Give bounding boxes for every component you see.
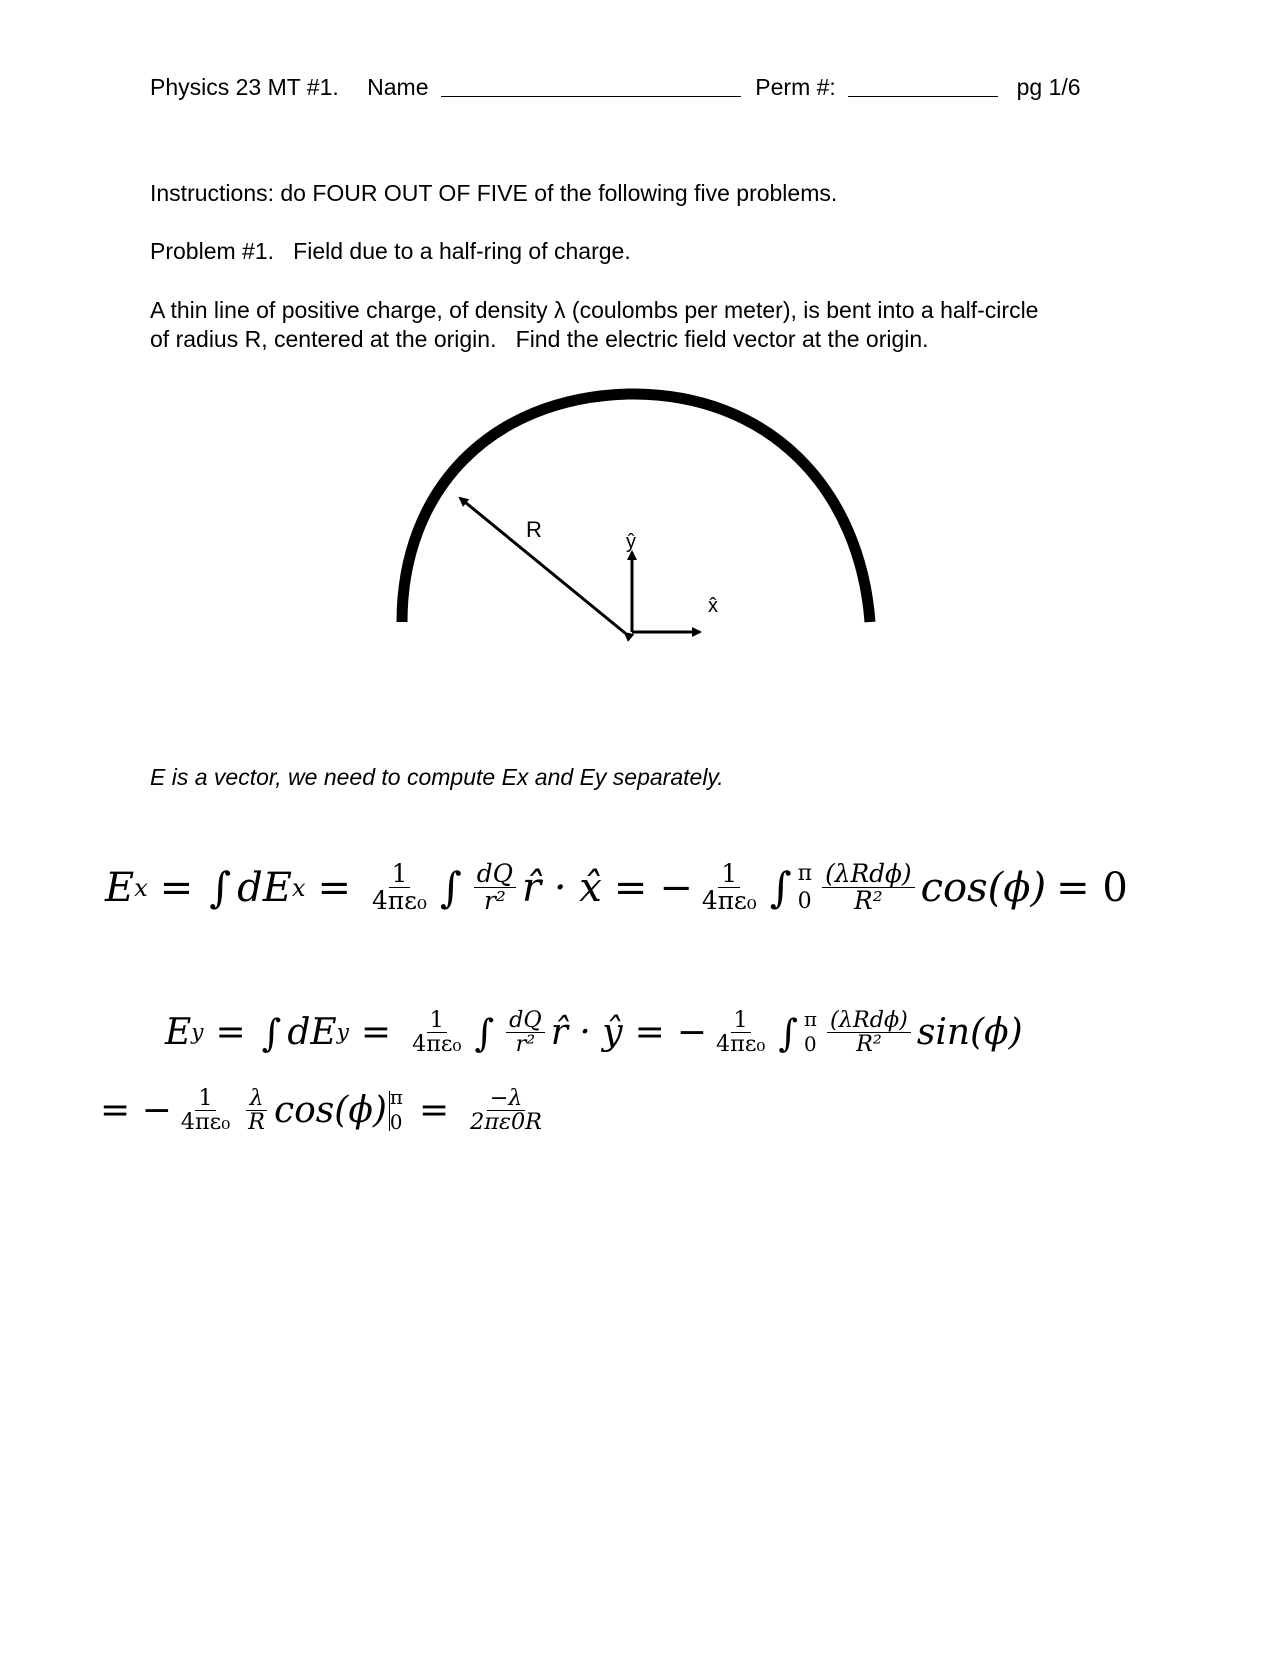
page-number: pg 1/6 [1016,74,1081,100]
ex-limits: π 0 [797,861,813,914]
ex-integrand: $\frac{\text{(λRdϕ)}}{\text{R²}}$ [822,861,915,914]
ey-de-sub: y [336,1020,349,1046]
integral-sign: ∫ [261,1010,282,1055]
ex-coefficient-1: $\frac{1}{\text{4πε₀}}$ [372,858,427,915]
x-axis-label: x̂ [708,595,718,617]
ey2-equals: = [418,1090,450,1132]
ex-lhs-sub: x [134,873,148,902]
ey-coefficient-2: $\frac{1}{\text{4πε₀}}$ [715,1006,766,1058]
ey-minus: − [676,1012,707,1054]
ey-trig: sin(ϕ) [916,1012,1023,1054]
ex-coefficient-2: $\frac{1}{\text{4πε₀}}$ [701,858,757,915]
equation-ey: E y = ∫ dE y = $\frac{1}{\text{4πε₀}}$ ∫ $\frac{dQ}{\text{r²}}$ r̂ · ŷ = − $\frac{1}{\text{4πε₀}}$ ∫ π 0 $\frac{\text{(λRdϕ)}}{\text{R²}}$ sin(ϕ) [165,1006,1023,1058]
radius-label: R [526,517,542,542]
integral-sign: ∫ [769,863,792,912]
problem-text-line-1: A thin line of positive charge, of density λ (coulombs per meter), is bent into a half-circle [150,297,1039,323]
ex-trig: cos(ϕ) [920,864,1047,911]
radius-arrow [460,498,625,633]
ey2-lambda-over-r: $\frac{\lambda}{R}$ [248,1084,265,1136]
course-title: Physics 23 MT #1. [150,74,339,100]
perm-label: Perm #: [755,74,836,100]
y-axis-label: ŷ [626,531,636,553]
integral-sign: ∫ [209,863,232,912]
ey-dq-fraction: $\frac{dQ}{\text{r²}}$ [506,1009,545,1057]
name-label: Name [367,74,429,100]
integral-sign: ∫ [439,863,462,912]
ey-de: dE [287,1012,337,1054]
problem-text-line-2: of radius R, centered at the origin. Find the electric field vector at the origin. [150,326,929,352]
half-ring-figure [380,380,880,650]
ex-result: = 0 [1056,864,1128,911]
ey-integrand: $\frac{\text{(λRdϕ)}}{\text{R²}}$ [827,1009,911,1057]
ey-lhs: E [165,1012,192,1054]
integral-sign: ∫ [474,1010,495,1055]
ey2-limits: π 0 [389,1086,403,1134]
ey-dot-product: r̂ · ŷ [550,1012,623,1054]
perm-blank [848,96,998,97]
ex-de-sub: x [291,873,306,902]
ey2-coefficient: $\frac{1}{\text{4πε₀}}$ [180,1084,231,1136]
name-blank [441,96,741,97]
ey2-prefix: = − [100,1090,172,1132]
ey-coefficient-1: $\frac{1}{\text{4πε₀}}$ [412,1006,462,1058]
instructions: Instructions: do FOUR OUT OF FIVE of the following five problems. [150,180,838,206]
ex-dot-product: r̂ · x̂ [522,864,602,911]
integral-sign: ∫ [778,1010,799,1055]
ex-de: dE [237,864,292,911]
ey2-result: $\frac{-\lambda}{2\pi\varepsilon 0R}$ [470,1084,542,1136]
note-text: E is a vector, we need to compute Ex and Ey separately. [150,764,724,790]
problem-title: Problem #1. Field due to a half-ring of charge. [150,238,631,264]
header [150,74,1081,101]
ey-lhs-sub: y [191,1020,204,1046]
equation-ex: E x = ∫ dE x = $\frac{1}{\text{4πε₀}}$ ∫ $\frac{dQ}{\text{r²}}$ r̂ · x̂ = − $\frac{1}{\text{4πε₀}}$ ∫ π 0 $\frac{\text{(λRdϕ)}}{\text{R²}}$ cos(ϕ) = 0 [105,858,1128,915]
ex-minus: − [659,864,693,911]
ex-dq-fraction: $\frac{dQ}{\text{r²}}$ [474,861,516,914]
ey2-trig: cos(ϕ) [273,1090,387,1132]
ex-lhs: E [105,864,135,911]
ey-limits: π 0 [804,1008,818,1056]
equation-ey-result [100,1086,551,1135]
